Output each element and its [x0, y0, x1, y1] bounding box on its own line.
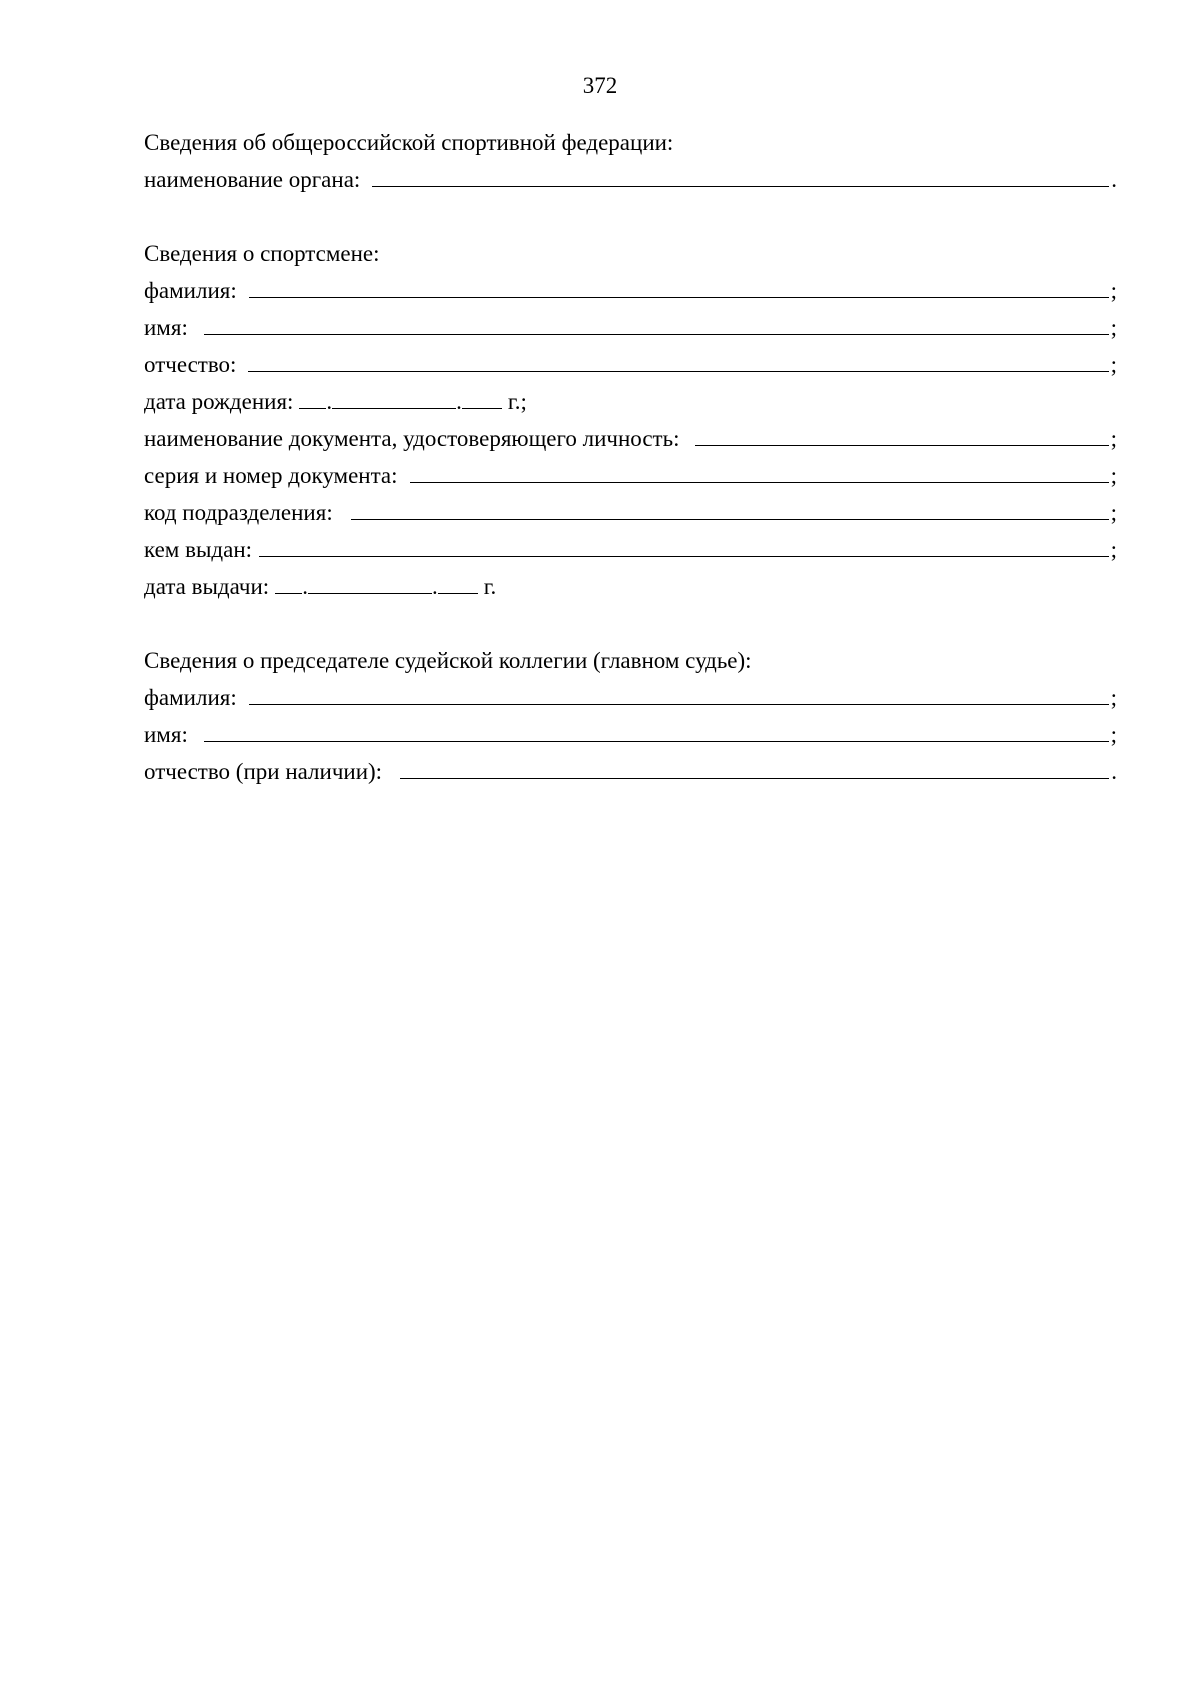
birth-year-field[interactable]: [462, 386, 502, 409]
judge-patronymic-field[interactable]: [400, 756, 1109, 779]
judge-heading-text: Сведения о председателе судейской коллегии (главном судье):: [144, 648, 752, 673]
athlete-surname-sep: ;: [1110, 278, 1117, 303]
org-name-field[interactable]: [372, 164, 1109, 187]
judge-patronymic-row: [144, 753, 1117, 790]
page-number: 372: [582, 73, 618, 98]
judge-surname-field[interactable]: [249, 682, 1109, 705]
judge-surname-sep: ;: [1110, 685, 1117, 710]
athlete-surname-field[interactable]: [249, 275, 1109, 298]
athlete-id-doc-sep: ;: [1110, 426, 1117, 451]
athlete-name-field[interactable]: [204, 312, 1109, 335]
athlete-patronymic-row: [144, 346, 1117, 383]
judge-name-sep: ;: [1110, 722, 1117, 747]
judge-name-label: имя:: [144, 722, 188, 747]
athlete-surname-row: [144, 272, 1117, 309]
issue-year-suffix: г.: [483, 574, 497, 599]
athlete-patronymic-sep: ;: [1110, 352, 1117, 377]
birth-year-suffix: г.;: [507, 389, 527, 414]
section-gap: [144, 198, 1117, 235]
org-name-end: .: [1111, 167, 1117, 192]
athlete-name-label: имя:: [144, 315, 188, 340]
athlete-issued-by-field[interactable]: [259, 534, 1109, 557]
federation-heading-text: Сведения об общероссийской спортивной федерации:: [144, 130, 674, 155]
issue-year-field[interactable]: [438, 571, 478, 594]
athlete-division-code-label: код подразделения:: [144, 500, 333, 525]
athlete-division-code-sep: ;: [1110, 500, 1117, 525]
judge-patronymic-end: .: [1111, 759, 1117, 784]
athlete-doc-number-label: серия и номер документа:: [144, 463, 398, 488]
judge-name-field[interactable]: [204, 719, 1109, 742]
judge-patronymic-label: отчество (при наличии):: [144, 759, 383, 784]
athlete-id-doc-label: наименование документа, удостоверяющего личность:: [144, 426, 680, 451]
athlete-issue-date-row: [144, 568, 1117, 605]
org-name-row: [144, 161, 1117, 198]
athlete-birth-date-label: дата рождения:: [144, 389, 294, 414]
athlete-patronymic-label: отчество:: [144, 352, 237, 377]
athlete-name-sep: ;: [1110, 315, 1117, 340]
birth-dot-2: .: [456, 389, 462, 414]
judge-heading: [144, 642, 1117, 679]
athlete-patronymic-field[interactable]: [248, 349, 1108, 372]
athlete-surname-label: фамилия:: [144, 278, 237, 303]
org-name-label: наименование органа:: [144, 167, 361, 192]
birth-month-field[interactable]: [332, 386, 456, 409]
federation-heading: [144, 124, 1117, 161]
athlete-division-code-row: [144, 494, 1117, 531]
judge-surname-row: [144, 679, 1117, 716]
athlete-birth-date-row: [144, 383, 1117, 420]
athlete-doc-number-row: [144, 457, 1117, 494]
form-content: [144, 124, 1117, 790]
athlete-name-row: [144, 309, 1117, 346]
judge-name-row: [144, 716, 1117, 753]
athlete-heading: [144, 235, 1117, 272]
judge-surname-label: фамилия:: [144, 685, 237, 710]
issue-day-field[interactable]: [275, 571, 302, 594]
athlete-division-code-field[interactable]: [351, 497, 1109, 520]
birth-day-field[interactable]: [299, 386, 326, 409]
athlete-doc-number-sep: ;: [1110, 463, 1117, 488]
athlete-id-doc-row: [144, 420, 1117, 457]
athlete-issue-date-label: дата выдачи:: [144, 574, 270, 599]
issue-dot-1: .: [302, 574, 308, 599]
athlete-issued-by-row: [144, 531, 1117, 568]
issue-month-field[interactable]: [308, 571, 432, 594]
athlete-doc-number-field[interactable]: [410, 460, 1109, 483]
issue-dot-2: .: [431, 574, 438, 599]
athlete-id-doc-field[interactable]: [695, 423, 1108, 446]
athlete-heading-text: Сведения о спортсмене:: [144, 241, 380, 266]
section-gap: [144, 605, 1117, 642]
athlete-issued-by-label: кем выдан:: [144, 537, 253, 562]
birth-dot-1: .: [326, 389, 333, 414]
athlete-issued-by-sep: ;: [1110, 537, 1117, 562]
